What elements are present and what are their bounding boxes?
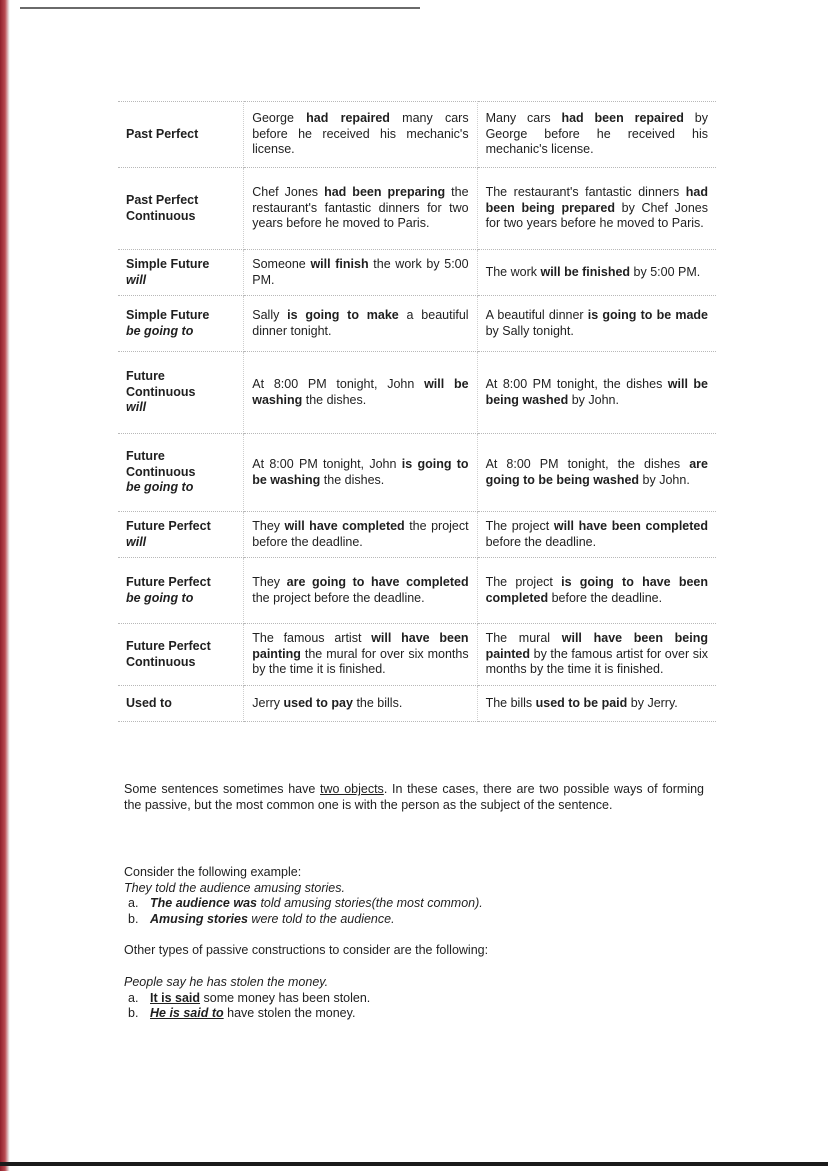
tense-row [118, 558, 716, 624]
two-objects-paragraph [124, 782, 704, 813]
tense-row [118, 512, 716, 558]
example-block [124, 865, 704, 927]
active-verb-phrase: will have been painting [252, 631, 469, 661]
passive-text: The project [485, 519, 554, 533]
passive-verb-phrase: had been repaired [561, 111, 684, 126]
intro-text [124, 782, 704, 813]
active-text: Sally [252, 308, 288, 322]
tense-name-cell [118, 558, 244, 624]
example-list [124, 896, 704, 927]
active-text: the mural for over six months by the time it is finished. [252, 646, 469, 677]
passive-text: by John. [639, 472, 690, 487]
active-text: the bills. [352, 695, 403, 710]
tense-name: Past Perfect [126, 126, 199, 141]
active-verb-phrase: had repaired [306, 111, 390, 126]
active-sentence-cell [244, 250, 477, 296]
page-edge-top [20, 7, 420, 9]
passive-verb-phrase: had been being prepared [485, 185, 708, 215]
passive-verb-phrase: will have been being painted [485, 631, 708, 661]
tense-name-cell [118, 352, 244, 434]
active-sentence-cell [244, 296, 477, 352]
tense-row [118, 686, 716, 722]
other-constructions-text: Other types of passive constructions to consider are the following: [124, 943, 489, 957]
tense-table-body [118, 102, 716, 722]
active-verb-phrase: is going to make [287, 308, 399, 322]
passive-text: by the famous artist for over six months by the time it is finished. [485, 646, 708, 677]
example-item-b-bold: Amusing stories [150, 911, 248, 926]
active-verb-phrase: is going to be washing [252, 457, 469, 487]
passive-text: before the deadline. [548, 590, 663, 605]
people-sentence: People say he has stolen the money. [124, 975, 329, 989]
active-text: Chef Jones [252, 185, 325, 200]
active-text: They [252, 575, 287, 589]
passive-text: At 8:00 PM tonight, the dishes [485, 457, 690, 471]
example-sentence: They told the audience amusing stories. [124, 880, 345, 895]
tense-name-cell [118, 512, 244, 558]
active-text: Someone [252, 257, 311, 271]
passive-sentence-cell [477, 352, 716, 434]
passive-text: The bills [485, 695, 536, 710]
tense-name: Past Perfect [126, 193, 199, 207]
tense-table [118, 101, 716, 722]
active-text: many cars before he received his mechanic's license. [252, 111, 469, 157]
example-item-b-rest: were told to the audience. [247, 911, 395, 926]
tense-name: Continuous [126, 464, 196, 479]
tense-row [118, 296, 716, 352]
tense-name-cell [118, 250, 244, 296]
passive-verb-phrase: is going to have been completed [485, 575, 708, 605]
tense-name: Future Perfect [126, 639, 211, 653]
passive-text: by George before he received his mechanic's license. [485, 111, 708, 157]
tense-row [118, 102, 716, 168]
tense-row [118, 250, 716, 296]
passive-text: The mural [485, 631, 562, 646]
passive-text: At 8:00 PM tonight, the dishes [485, 377, 668, 391]
passive-verb-phrase: used to be paid [535, 695, 628, 710]
intro-before: Some sentences sometimes have [124, 782, 321, 796]
active-text: The famous artist [252, 631, 372, 646]
active-text: a beautiful dinner tonight. [252, 308, 469, 338]
active-text: At 8:00 PM tonight, John [252, 377, 425, 391]
active-text: George [252, 111, 307, 126]
passive-verb-phrase: is going to be made [587, 308, 708, 322]
example-heading: Consider the following example: [124, 865, 302, 879]
tense-form: will [126, 400, 147, 415]
passive-text: The work [485, 264, 541, 279]
example-item-a-bold: The audience was [150, 896, 257, 910]
active-text: the restaurant's fantastic dinners for two years before he moved to Paris. [252, 185, 469, 231]
passive-sentence-cell [477, 558, 716, 624]
passive-sentence-cell [477, 624, 716, 686]
tense-name-cell [118, 296, 244, 352]
passive-sentence-cell [477, 168, 716, 250]
active-verb-phrase: will be washing [252, 377, 469, 407]
tense-name: Future [126, 449, 165, 464]
tense-form: be going to [126, 480, 194, 495]
active-sentence-cell [244, 168, 477, 250]
passive-sentence-cell [477, 250, 716, 296]
tense-form: be going to [126, 590, 194, 605]
active-verb-phrase: had been preparing [324, 185, 446, 200]
tense-name: Continuous [126, 208, 196, 223]
tense-name-cell [118, 434, 244, 512]
people-item-a [128, 990, 704, 1007]
tense-name-cell [118, 686, 244, 722]
passive-text: The restaurant's fantastic dinners [485, 185, 686, 200]
passive-text: by Sally tonight. [485, 323, 574, 338]
passive-text: The project [485, 575, 562, 589]
tense-name: Continuous [126, 384, 196, 399]
page-edge-left [0, 0, 10, 1171]
example-item-a-rest: told amusing stories(the most common). [256, 896, 483, 910]
active-sentence-cell [244, 352, 477, 434]
tense-name: Simple Future [126, 308, 210, 322]
tense-name: Future Perfect [126, 575, 211, 589]
he-is-said-to: He is said to [150, 1006, 224, 1020]
tense-form: will [126, 534, 147, 549]
it-is-said: It is said [150, 990, 201, 1005]
people-list [124, 991, 704, 1022]
two-objects-link: two objects [320, 782, 384, 796]
active-text: They [252, 519, 285, 533]
active-sentence-cell [244, 624, 477, 686]
passive-text: by John. [568, 392, 619, 407]
list-marker: b. [128, 911, 139, 926]
passive-sentence-cell [477, 686, 716, 722]
active-text: Jerry [252, 695, 284, 710]
active-text: the project before the deadline. [252, 590, 425, 605]
tense-row [118, 168, 716, 250]
active-verb-phrase: will have completed [284, 519, 405, 533]
list-marker: a. [128, 990, 139, 1005]
passive-text: by Chef Jones for two years before he moved to Paris. [485, 200, 708, 231]
passive-sentence-cell [477, 512, 716, 558]
tense-name: Continuous [126, 654, 196, 669]
tense-row [118, 624, 716, 686]
active-sentence-cell [244, 686, 477, 722]
tense-name: Future Perfect [126, 519, 211, 533]
passive-verb-phrase: are going to be being washed [485, 457, 708, 487]
people-item-a-rest: some money has been stolen. [200, 990, 371, 1005]
people-item-b-rest: have stolen the money. [223, 1006, 356, 1020]
list-marker: b. [128, 1006, 139, 1020]
active-verb-phrase: will finish [310, 257, 369, 271]
people-item-b [128, 1006, 704, 1022]
passive-sentence-cell [477, 102, 716, 168]
active-sentence-cell [244, 558, 477, 624]
tense-row [118, 352, 716, 434]
active-text: At 8:00 PM tonight, John [252, 457, 402, 471]
tense-name-cell [118, 168, 244, 250]
tense-form: will [126, 272, 147, 287]
intro-after: . In these cases, there are two possible ways of forming the passive, but the most common one is with the person as the subject of the sentence. [124, 782, 704, 812]
passive-text: by 5:00 PM. [630, 264, 701, 279]
tense-name-cell [118, 624, 244, 686]
passive-text: by Jerry. [627, 695, 678, 710]
list-marker: a. [128, 896, 139, 910]
active-text: the project before the deadline. [252, 519, 469, 549]
other-constructions [124, 943, 704, 959]
active-verb-phrase: used to pay [283, 695, 353, 710]
tense-name: Used to [126, 695, 172, 710]
tense-row [118, 434, 716, 512]
passive-text: Many cars [485, 111, 562, 126]
tense-name: Future [126, 369, 165, 384]
example-item-a [128, 896, 704, 912]
active-text: the dishes. [320, 472, 385, 487]
active-sentence-cell [244, 102, 477, 168]
active-text: the dishes. [302, 392, 367, 407]
tense-name: Simple Future [126, 257, 210, 271]
tense-form: be going to [126, 323, 194, 338]
passive-text: A beautiful dinner [485, 308, 588, 322]
tense-name-cell [118, 102, 244, 168]
passive-sentence-cell [477, 296, 716, 352]
example-item-b [128, 911, 704, 928]
active-text: the work by 5:00 PM. [252, 257, 469, 287]
page-edge-bottom [0, 1162, 828, 1166]
passive-verb-phrase: will have been completed [553, 519, 708, 533]
passive-verb-phrase: will be being washed [485, 377, 708, 407]
passive-verb-phrase: will be finished [540, 264, 631, 279]
people-say-block [124, 975, 704, 1022]
passive-sentence-cell [477, 434, 716, 512]
active-sentence-cell [244, 512, 477, 558]
active-verb-phrase: are going to have completed [286, 575, 469, 589]
passive-text: before the deadline. [485, 534, 597, 549]
active-sentence-cell [244, 434, 477, 512]
